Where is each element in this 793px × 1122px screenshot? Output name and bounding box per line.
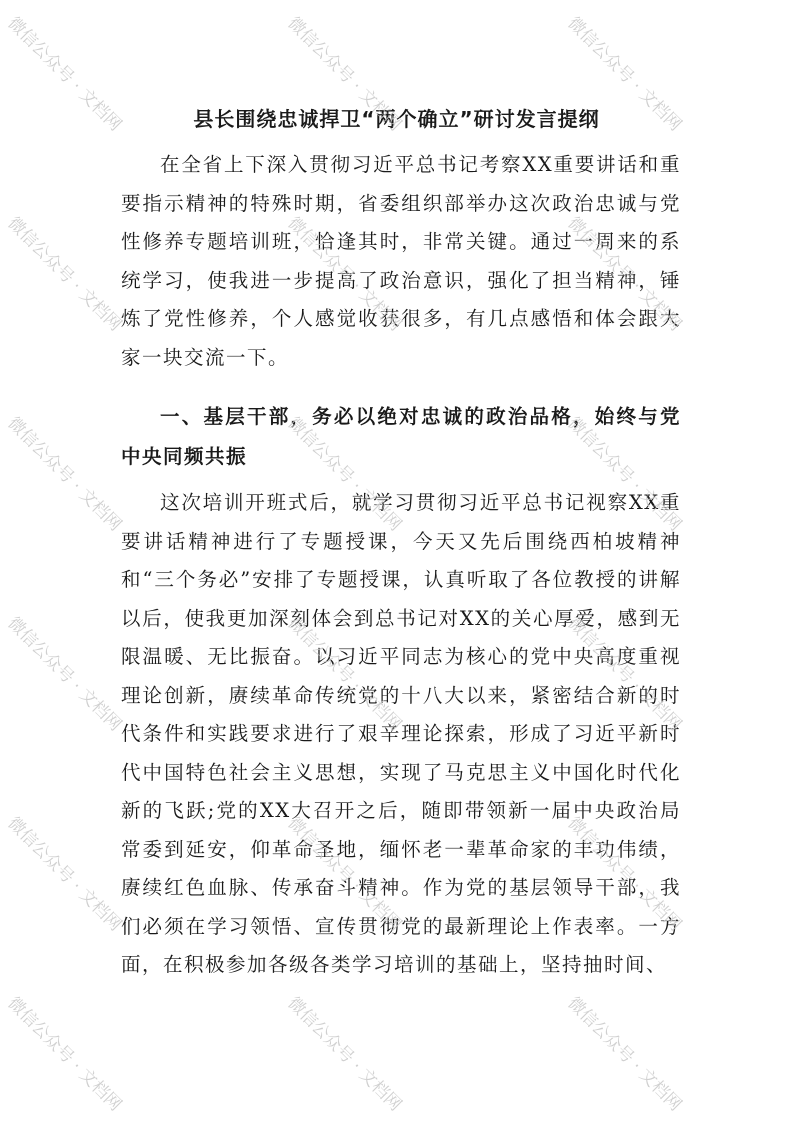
watermark: 微信公众号 · 文档网 <box>3 13 126 136</box>
watermark: 微信公众号 · 文档网 <box>3 993 126 1116</box>
watermark: 微信公众号 · 文档网 <box>3 813 126 936</box>
watermark: 微信公众号 · 文档网 <box>283 213 406 336</box>
watermark: 微信公众号 · 文档网 <box>283 413 406 536</box>
watermark: 微信公众号 · 文档网 <box>563 993 686 1116</box>
watermark: 微信公众号 · 文档网 <box>563 213 686 336</box>
watermark: 微信公众号 · 文档网 <box>3 213 126 336</box>
watermark: 微信公众号 · 文档网 <box>3 613 126 736</box>
watermark: 微信公众号 · 文档网 <box>283 813 406 936</box>
watermark: 微信公众号 · 文档网 <box>283 993 406 1116</box>
paragraph-intro: 在全省上下深入贯彻习近平总书记考察XX重要讲话和重要指示精神的特殊时期，省委组织部举办这次政治忠诚与党性修养专题培训班，恰逢其时，非常关键。通过一周来的系统学习，使我进一步提高了政治意识，强化了担当精神，锤炼了党性修养，个人感觉收获很多，有几点感悟和体会跟大家一块交流一下。 <box>121 153 681 369</box>
paragraph-section-1: 这次培训开班式后，就学习贯彻习近平总书记视察XX重要讲话精神进行了专题授课，今天又先后围绕西柏坡精神和“三个务必”安排了专题授课，认真听取了各位教授的讲解以后，使我更加深刻体会到总书记对XX的关心厚爱，感到无限温暖、无比振奋。以习近平同志为核心的党中央高度重视理论创新，赓续革命传统党的十八大以来，紧密结合新的时代条件和实践要求进行了艰辛理论探索，形成了习近平新时代中国特色社会主义思想，实现了马克思主义中国化时代化新的飞跃;党的XX大召开之后，随即带领新一届中央政治局常委到延安，仰革命圣地，缅怀老一辈革命家的丰功伟绩，赓续红色血脉、传承奋斗精神。作为党的基层领导干部，我们必须在学习领悟、宣传贯彻党的最新理论上作表率。一方面，在积极参加各级各类学习培训的基础上，坚持抽时间、 <box>121 491 681 976</box>
watermark: 微信公众号 · 文档网 <box>563 813 686 936</box>
watermark: 微信公众号 · 文档网 <box>283 613 406 736</box>
document-title: 县长围绕忠诚捍卫“两个确立”研讨发言提纲 <box>193 107 600 131</box>
watermark: 微信公众号 · 文档网 <box>563 413 686 536</box>
section-heading-1: 一、基层干部，务必以绝对忠诚的政治品格，始终与党中央同频共振 <box>121 405 681 468</box>
watermark: 微信公众号 · 文档网 <box>563 13 686 136</box>
watermark: 微信公众号 · 文档网 <box>3 413 126 536</box>
watermark: 微信公众号 · 文档网 <box>283 13 406 136</box>
watermark: 微信公众号 · 文档网 <box>563 613 686 736</box>
